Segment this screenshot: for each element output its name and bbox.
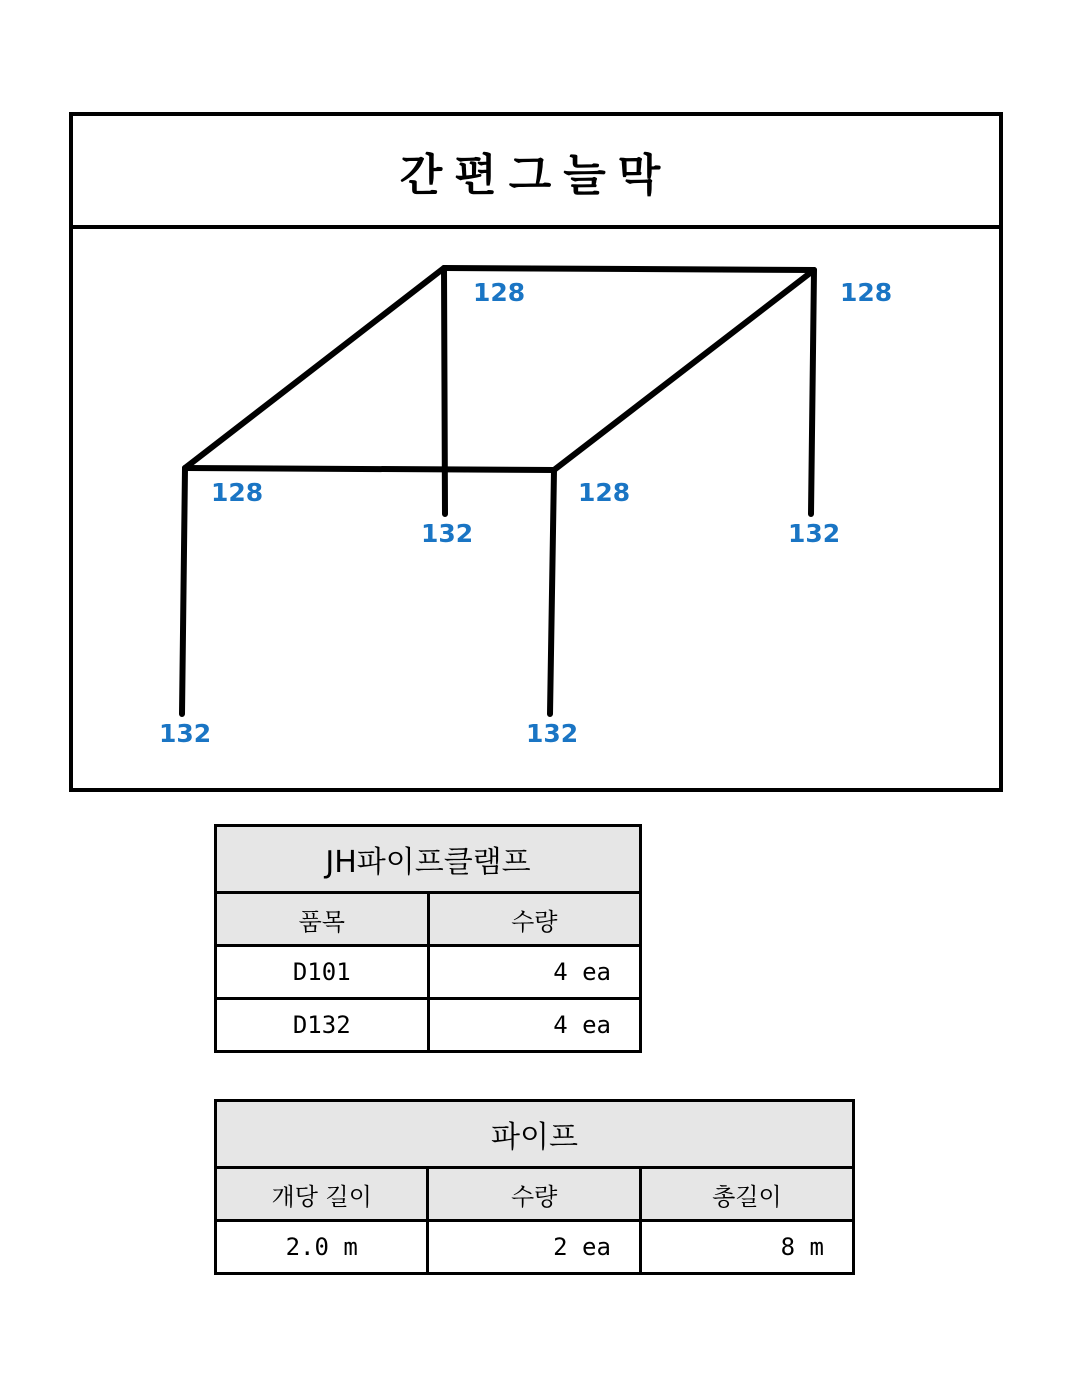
clamp-table-title: JH파이프클램프	[216, 826, 641, 893]
frame-diagram	[69, 112, 1003, 792]
pipe-header-unit-length: 개당 길이	[216, 1168, 428, 1221]
page-title: 간편그늘막	[399, 149, 673, 201]
leg-back-left	[444, 268, 445, 514]
table-row	[216, 1221, 854, 1274]
label-top-back-right: 128	[840, 278, 893, 307]
clamp-table	[214, 824, 642, 1053]
table-row	[216, 946, 641, 999]
top-front-beam	[185, 468, 554, 470]
label-leg-back-left: 132	[421, 519, 474, 548]
pipe-table	[214, 1099, 855, 1275]
pipe-qty-cell: 2 ea	[428, 1221, 640, 1274]
right-side-beam	[554, 270, 814, 470]
clamp-item-cell: D132	[216, 999, 429, 1052]
label-top-back-left: 128	[473, 278, 526, 307]
pipe-unit-length-cell: 2.0 m	[216, 1221, 428, 1274]
label-leg-back-right: 132	[788, 519, 841, 548]
top-back-beam	[444, 268, 814, 270]
label-leg-front-right: 132	[526, 719, 579, 748]
diagram-frame	[69, 112, 1003, 792]
pipe-header-total-length: 총길이	[640, 1168, 853, 1221]
clamp-qty-cell: 4 ea	[428, 999, 641, 1052]
label-top-front-right: 128	[578, 478, 631, 507]
leg-back-right	[811, 270, 814, 514]
clamp-header-qty: 수량	[428, 893, 641, 946]
table-row	[216, 999, 641, 1052]
clamp-item-cell: D101	[216, 946, 429, 999]
label-leg-front-left: 132	[159, 719, 212, 748]
left-side-beam	[185, 268, 444, 468]
leg-front-left	[182, 468, 185, 714]
leg-front-right	[550, 470, 554, 714]
label-top-front-left: 128	[211, 478, 264, 507]
clamp-header-item: 품목	[216, 893, 429, 946]
clamp-qty-cell: 4 ea	[428, 946, 641, 999]
pipe-header-qty: 수량	[428, 1168, 640, 1221]
pipe-total-length-cell: 8 m	[640, 1221, 853, 1274]
pipe-table-title: 파이프	[216, 1101, 854, 1168]
